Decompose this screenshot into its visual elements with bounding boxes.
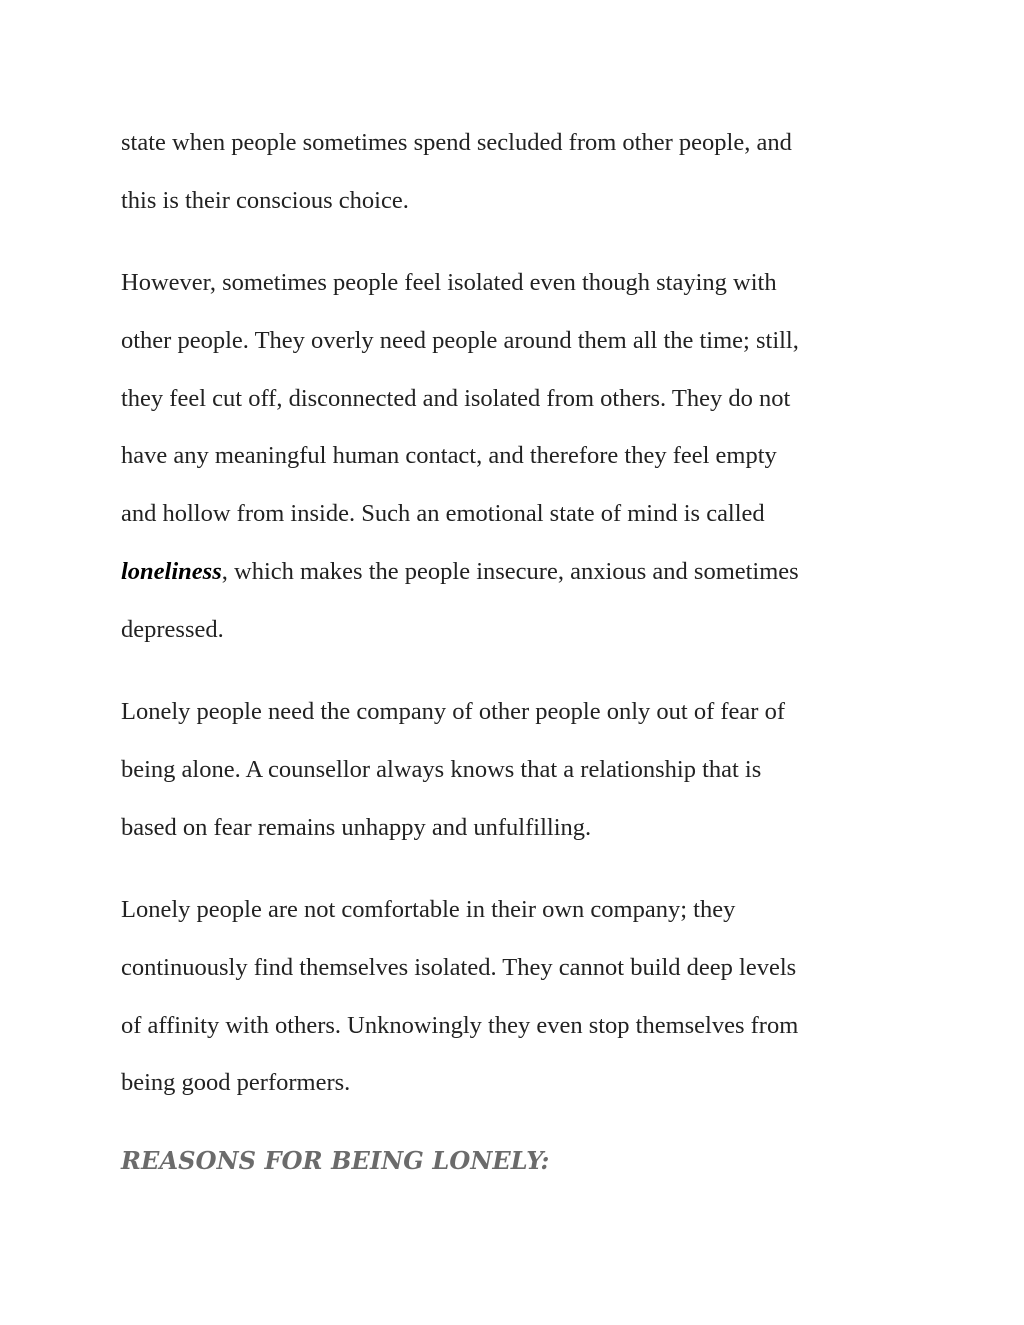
- document-page: [121, 114, 911, 1185]
- text-line: and hollow from inside. Such an emotional state of mind is called: [121, 500, 765, 528]
- text-line: continuously find themselves isolated. They cannot build deep levels: [121, 953, 797, 981]
- text-line: based on fear remains unhappy and unfulfilling.: [121, 813, 592, 841]
- text-line: being alone. A counsellor always knows that a relationship that is: [121, 755, 762, 783]
- text-line: other people. They overly need people around them all the time; still,: [121, 327, 799, 355]
- paragraph-fear-of-alone: [121, 683, 911, 856]
- text-line-emphasis: [121, 543, 911, 601]
- paragraph-intro-continuation: [121, 114, 911, 229]
- paragraph-own-company: [121, 881, 911, 1112]
- text-line: of affinity with others. Unknowingly they even stop themselves from: [121, 1011, 799, 1039]
- text-line: Lonely people need the company of other people only out of fear of: [121, 698, 785, 726]
- text-line: this is their conscious choice.: [121, 186, 409, 214]
- section-heading: REASONS FOR BEING LONELY:: [121, 1146, 550, 1175]
- text-line: they feel cut off, disconnected and isolated from others. They do not: [121, 384, 791, 412]
- emphasized-term: loneliness: [121, 557, 222, 585]
- emphasis-line-rest: , which makes the people insecure, anxious and sometimes: [221, 557, 799, 585]
- text-line: Lonely people are not comfortable in their own company; they: [121, 896, 736, 924]
- text-line: state when people sometimes spend secluded from other people, and: [121, 129, 792, 156]
- text-line: depressed.: [121, 615, 224, 643]
- text-line: have any meaningful human contact, and therefore they feel empty: [121, 442, 777, 470]
- text-line: However, sometimes people feel isolated even though staying with: [121, 269, 777, 297]
- text-line: being good performers.: [121, 1069, 351, 1097]
- paragraph-loneliness-definition: [121, 254, 911, 658]
